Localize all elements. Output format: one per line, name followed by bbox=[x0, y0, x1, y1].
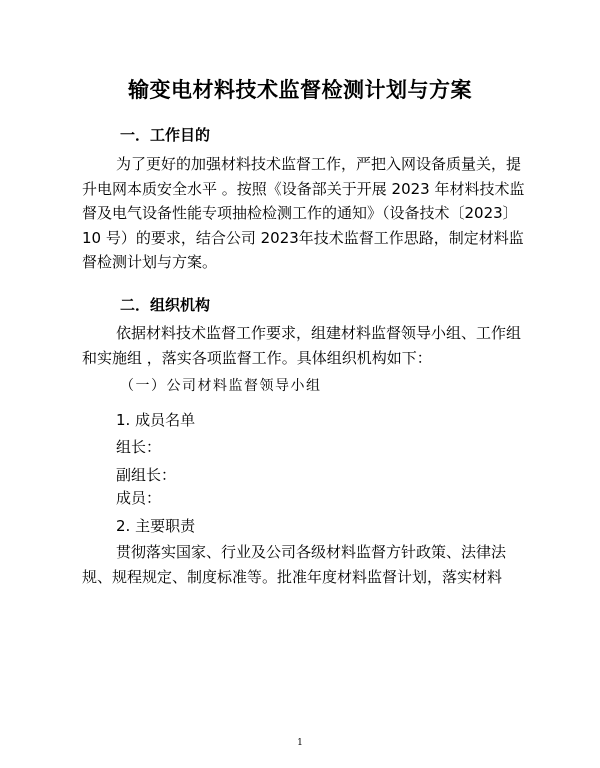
page-number: 1 bbox=[297, 738, 303, 748]
list-item-duties: 2. 主要职责 bbox=[116, 517, 196, 535]
deputy-leader-label: 副组长： bbox=[116, 466, 177, 484]
section-2-heading: 二．组织机构 bbox=[120, 296, 211, 314]
duties-paragraph bbox=[82, 540, 528, 589]
document-title: 输变电材料技术监督检测计划与方案 bbox=[128, 77, 472, 102]
duties-text: 贯彻落实国家、行业及公司各级材料监督方针政策、法律法规、规程规定、制度标准等。批准年度材料监督计划，落实材料 bbox=[82, 543, 507, 586]
list-item-members: 1. 成员名单 bbox=[116, 411, 196, 429]
section-2-paragraph bbox=[82, 321, 528, 370]
section-2-text: 依据材料技术监督工作要求，组建材料监督领导小组、工作组和实施组 ，落实各项监督工作。具体组织机构如下： bbox=[82, 324, 522, 367]
subsection-heading: （一）公司材料监督领导小组 bbox=[120, 378, 322, 394]
section-1-paragraph bbox=[82, 152, 528, 275]
leader-label: 组长： bbox=[116, 438, 162, 456]
section-1-heading: 一．工作目的 bbox=[120, 126, 211, 144]
members-label: 成员： bbox=[116, 489, 162, 507]
section-1-text: 为了更好的加强材料技术监督工作，严把入网设备质量关，提升电网本质安全水平 。按照《设备部关于开展 2023 年材料技术监督及电气设备性能专项抽检检测工作的通知》（设备技术〔2023〕10 号）的要求，结合公司 2023年技术监督工作思路，制定材料监督检测计划与方案。 bbox=[82, 155, 525, 271]
